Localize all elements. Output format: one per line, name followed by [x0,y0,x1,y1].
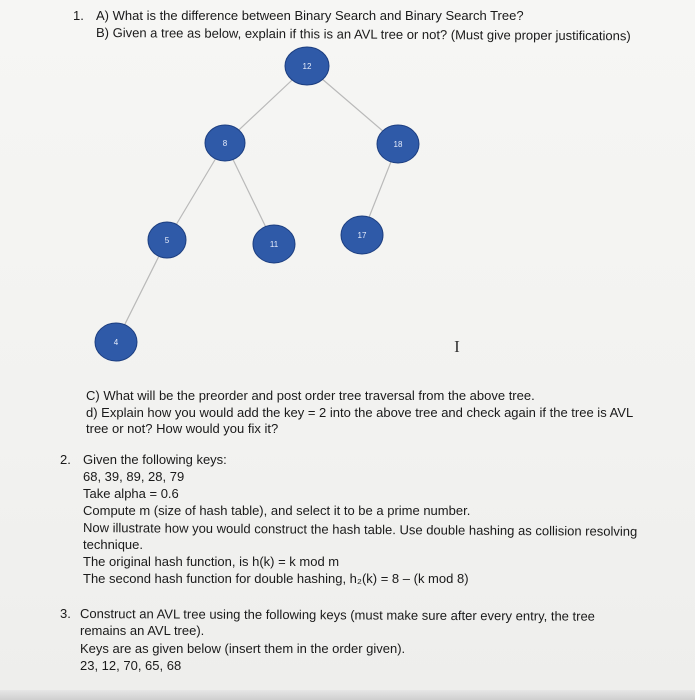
q3-line-1: Construct an AVL tree using the following keys (must make sure after every entry, the tree [79,606,595,624]
tree-node-8 [205,125,245,161]
q2-line-6: technique. [83,537,143,552]
node-label-18: 18 [393,140,403,149]
tree-node-17 [341,216,383,254]
node-label-4: 4 [113,338,119,347]
q1-part-d-line2: tree or not? How would you fix it? [86,421,279,436]
q1-part-b: B) Given a tree as below, explain if this is an AVL tree or not? (Must give proper justifications) [95,25,631,44]
q3-line-2: remains an AVL tree). [80,623,205,638]
q3-line-3: Keys are as given below (insert them in the order given). [80,641,406,656]
node-label-11: 11 [269,240,279,249]
tree-node-12 [285,47,329,85]
node-label-5: 5 [164,236,170,245]
q1-part-c: C) What will be the preorder and post order tree traversal from the above tree. [86,388,535,403]
text-cursor-icon: I [454,337,460,356]
q1-part-d-line1: d) Explain how you would add the key = 2 into the above tree and check again if the tree is AVL [86,405,634,420]
q3-line-4: 23, 12, 70, 65, 68 [80,658,182,673]
tree-node-18 [377,125,419,163]
tree-node-5 [148,222,186,258]
tree-node-11 [253,225,295,263]
q2-line-2: 68, 39, 89, 28, 79 [83,469,185,484]
q2-line-3: Take alpha = 0.6 [83,486,179,501]
node-label-8: 8 [222,139,228,148]
q2-line-8: The second hash function for double hashing, h₂(k) = 8 – (k mod 8) [83,571,469,586]
q1-number: 1. [73,8,84,23]
q2-line-7: The original hash function, is h(k) = k mod m [83,554,340,569]
q1-part-a: A) What is the difference between Binary Search and Binary Search Tree? [96,8,524,23]
tree-edges [116,66,398,342]
q2-line-1: Given the following keys: [83,452,227,467]
q2-line-4: Compute m (size of hash table), and select it to be a prime number. [83,503,471,518]
node-label-12: 12 [302,62,312,71]
q2-number: 2. [60,452,71,467]
q3-number: 3. [60,606,71,621]
node-label-17: 17 [357,231,367,240]
q2-line-5: Now illustrate how you would construct the hash table. Use double hashing as collision resolving [82,520,638,539]
tree-node-4 [95,323,137,361]
page-bottom-edge [0,690,695,700]
